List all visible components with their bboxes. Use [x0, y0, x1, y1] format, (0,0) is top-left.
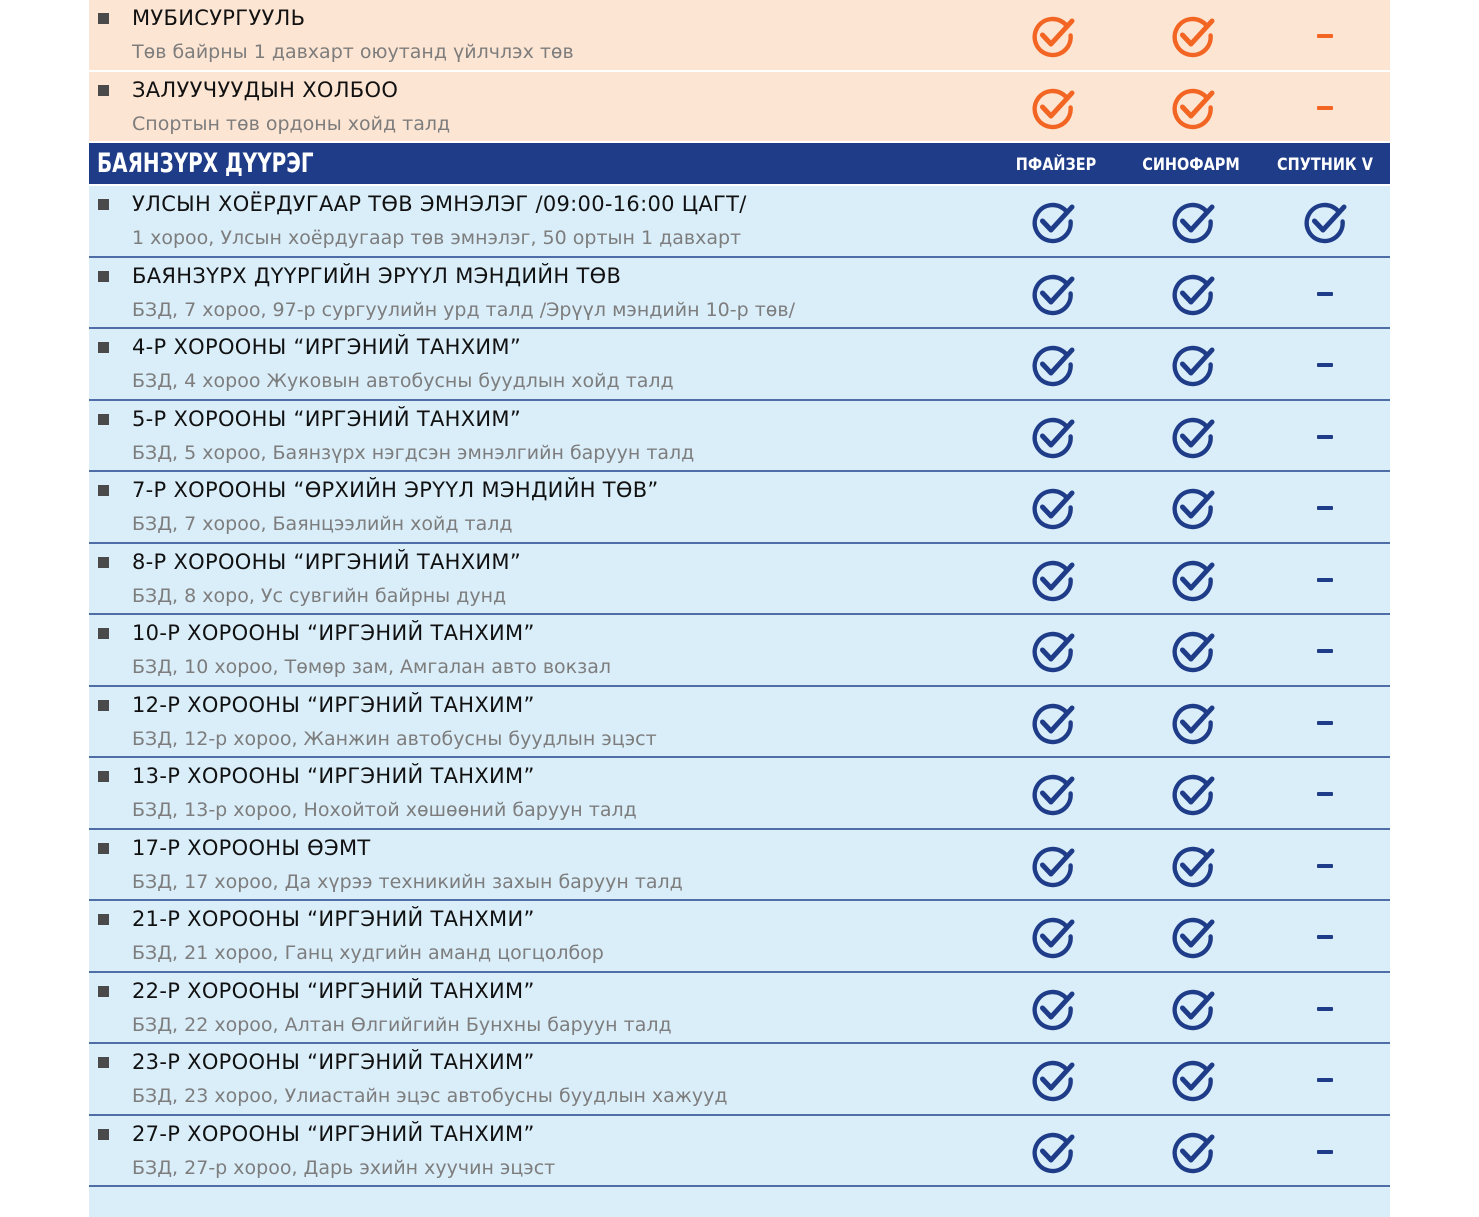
table-row — [89, 1116, 1390, 1188]
square-bullet-icon — [98, 557, 109, 568]
column-header-sputnik: СПУТНИК V — [1277, 155, 1373, 175]
column-header-pfizer: ПФАЙЗЕР — [1015, 155, 1097, 175]
site-address: БЗД, 8 хоро, Ус сувгийн байрны дунд — [132, 584, 507, 607]
site-address: БЗД, 10 хороо, Төмөр зам, Амгалан авто вокзал — [132, 656, 612, 678]
table-row — [89, 901, 1390, 973]
dash-icon — [1301, 413, 1349, 461]
square-bullet-icon — [98, 199, 109, 210]
table-row — [89, 258, 1390, 330]
check-circle-icon — [1169, 413, 1217, 461]
check-circle-icon — [1029, 198, 1077, 246]
check-circle-icon — [1029, 627, 1077, 675]
site-address: БЗД, 13-р хороо, Нохойтой хөшөөний баруун талд — [132, 799, 637, 821]
site-title: БАЯНЗҮРХ ДҮҮРГИЙН ЭРҮҮЛ МЭНДИЙН ТӨВ — [132, 263, 622, 288]
check-circle-icon — [1029, 12, 1077, 60]
site-address: БЗД, 7 хороо, Баянцээлийн хойд талд — [132, 513, 513, 535]
table-row — [89, 472, 1390, 544]
check-circle-icon — [1029, 84, 1077, 132]
site-title: УЛСЫН ХОЁРДУГААР ТӨВ ЭМНЭЛЭГ /09:00-16:00 ЦАГТ/ — [132, 192, 747, 216]
square-bullet-icon — [98, 414, 109, 425]
check-circle-icon — [1169, 84, 1217, 132]
site-title: 13-Р ХОРООНЫ “ИРГЭНИЙ ТАНХИМ” — [132, 764, 535, 788]
check-circle-icon — [1169, 270, 1217, 318]
table-row — [89, 1187, 1390, 1217]
dash-icon — [1301, 341, 1349, 389]
table-row — [89, 544, 1390, 616]
table-row — [89, 830, 1390, 902]
site-title: 21-Р ХОРООНЫ “ИРГЭНИЙ ТАНХМИ” — [132, 907, 535, 931]
square-bullet-icon — [98, 700, 109, 711]
check-circle-icon — [1169, 484, 1217, 532]
site-title: ЗАЛУУЧУУДЫН ХОЛБОО — [132, 78, 399, 102]
site-address: БЗД, 4 хороо Жуковын автобусны буудлын хойд талд — [132, 370, 674, 392]
table-row — [89, 973, 1390, 1045]
check-circle-icon — [1169, 985, 1217, 1033]
square-bullet-icon — [98, 628, 109, 639]
check-circle-icon — [1169, 12, 1217, 60]
site-address: БЗД, 27-р хороо, Дарь эхийн хуучин эцэст — [132, 1156, 556, 1179]
dash-icon — [1301, 12, 1349, 60]
check-circle-icon — [1029, 341, 1077, 389]
square-bullet-icon — [98, 1057, 109, 1068]
table-row — [89, 401, 1390, 473]
site-title: 23-Р ХОРООНЫ “ИРГЭНИЙ ТАНХИМ” — [132, 1050, 535, 1074]
site-address: 1 хороо, Улсын хоёрдугаар төв эмнэлэг, 50 ортын 1 давхарт — [132, 227, 742, 249]
site-title: 7-Р ХОРООНЫ “ӨРХИЙН ЭРҮҮЛ МЭНДИЙН ТӨВ” — [132, 478, 659, 502]
check-circle-icon — [1169, 842, 1217, 890]
square-bullet-icon — [98, 771, 109, 782]
square-bullet-icon — [98, 271, 109, 282]
check-circle-icon — [1029, 699, 1077, 747]
check-circle-icon — [1169, 341, 1217, 389]
check-circle-icon — [1169, 1056, 1217, 1104]
check-circle-icon — [1169, 1128, 1217, 1176]
site-address: БЗД, 5 хороо, Баянзүрх нэгдсэн эмнэлгийн баруун талд — [132, 441, 695, 464]
dash-icon — [1301, 556, 1349, 604]
check-circle-icon — [1029, 770, 1077, 818]
check-circle-icon — [1029, 556, 1077, 604]
site-address: БЗД, 23 хороо, Улиастайн эцэс автобусны буудлын хажууд — [132, 1085, 728, 1107]
dash-icon — [1301, 985, 1349, 1033]
site-title: 17-Р ХОРООНЫ ӨЭМТ — [132, 835, 371, 860]
dash-icon — [1301, 84, 1349, 132]
table-row — [89, 72, 1390, 143]
site-title: 27-Р ХОРООНЫ “ИРГЭНИЙ ТАНХИМ” — [132, 1121, 535, 1146]
site-address: БЗД, 22 хороо, Алтан Өлгийгийн Бунхны баруун талд — [132, 1013, 672, 1036]
dash-icon — [1301, 699, 1349, 747]
site-address: Спортын төв ордоны хойд талд — [132, 113, 451, 135]
check-circle-icon — [1029, 985, 1077, 1033]
square-bullet-icon — [98, 1129, 109, 1140]
check-circle-icon — [1029, 1128, 1077, 1176]
orange-rows-group — [89, 0, 1390, 143]
column-header-sinopharm: СИНОФАРМ — [1142, 155, 1240, 175]
site-title: 5-Р ХОРООНЫ “ИРГЭНИЙ ТАНХИМ” — [132, 406, 521, 431]
check-circle-icon — [1029, 1056, 1077, 1104]
table-row — [89, 687, 1390, 759]
vaccination-sites-table — [89, 0, 1390, 1217]
check-circle-icon — [1029, 484, 1077, 532]
district-header-row — [89, 143, 1390, 186]
square-bullet-icon — [98, 914, 109, 925]
site-title: 10-Р ХОРООНЫ “ИРГЭНИЙ ТАНХИМ” — [132, 621, 535, 645]
dash-icon — [1301, 913, 1349, 961]
district-title: БАЯНЗҮРХ ДҮҮРЭГ — [97, 148, 314, 179]
blue-rows-group — [89, 186, 1390, 1217]
site-title: 22-Р ХОРООНЫ “ИРГЭНИЙ ТАНХИМ” — [132, 978, 535, 1003]
table-row — [89, 186, 1390, 258]
check-circle-icon — [1029, 913, 1077, 961]
square-bullet-icon — [98, 986, 109, 997]
square-bullet-icon — [98, 13, 109, 24]
site-address: БЗД, 7 хороо, 97-р сургуулийн урд талд /Эрүүл мэндийн 10-р төв/ — [132, 298, 795, 321]
table-row — [89, 329, 1390, 401]
check-circle-icon — [1169, 770, 1217, 818]
table-row — [89, 615, 1390, 687]
site-address: БЗД, 21 хороо, Ганц худгийн аманд цогцолбор — [132, 942, 604, 964]
table-row — [89, 1044, 1390, 1116]
square-bullet-icon — [98, 342, 109, 353]
check-circle-icon — [1169, 913, 1217, 961]
site-address: БЗД, 17 хороо, Да хүрээ техникийн захын баруун талд — [132, 870, 683, 893]
check-circle-icon — [1169, 556, 1217, 604]
check-circle-icon — [1029, 270, 1077, 318]
dash-icon — [1301, 270, 1349, 318]
dash-icon — [1301, 627, 1349, 675]
table-row — [89, 758, 1390, 830]
table-row — [89, 0, 1390, 72]
site-address: БЗД, 12-р хороо, Жанжин автобусны буудлын эцэст — [132, 727, 657, 750]
site-title: 12-Р ХОРООНЫ “ИРГЭНИЙ ТАНХИМ” — [132, 692, 535, 717]
dash-icon — [1301, 842, 1349, 890]
check-circle-icon — [1169, 198, 1217, 246]
square-bullet-icon — [98, 843, 109, 854]
check-circle-icon — [1029, 842, 1077, 890]
check-circle-icon — [1169, 699, 1217, 747]
dash-icon — [1301, 770, 1349, 818]
check-circle-icon — [1029, 413, 1077, 461]
site-address: Төв байрны 1 давхарт оюутанд үйлчлэх төв — [132, 41, 574, 63]
dash-icon — [1301, 1128, 1349, 1176]
square-bullet-icon — [98, 85, 109, 96]
site-title: 8-Р ХОРООНЫ “ИРГЭНИЙ ТАНХИМ” — [132, 549, 521, 574]
dash-icon — [1301, 484, 1349, 532]
check-circle-icon — [1169, 627, 1217, 675]
square-bullet-icon — [98, 485, 109, 496]
dash-icon — [1301, 1056, 1349, 1104]
check-circle-icon — [1301, 198, 1349, 246]
site-title: МУБИСУРГУУЛЬ — [132, 6, 306, 30]
site-title: 4-Р ХОРООНЫ “ИРГЭНИЙ ТАНХИМ” — [132, 335, 521, 359]
